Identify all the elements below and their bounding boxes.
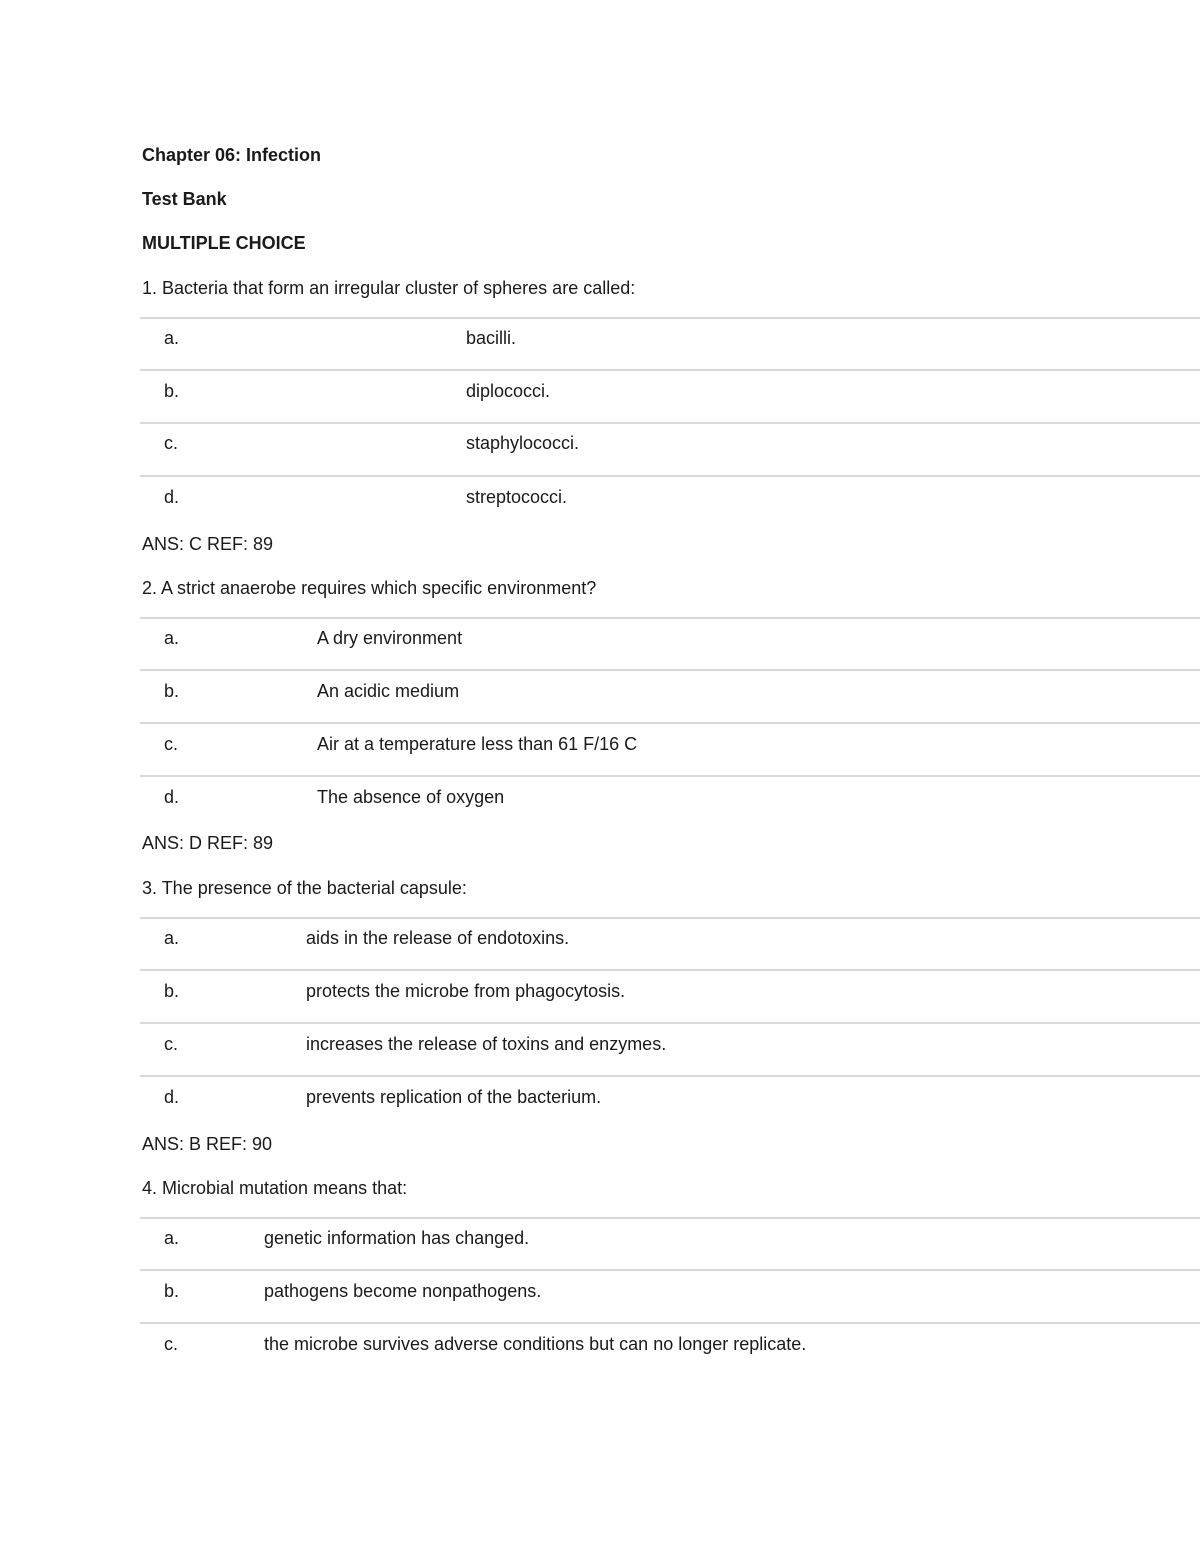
- section-heading: MULTIPLE CHOICE: [142, 233, 306, 253]
- divider: [140, 1217, 1200, 1219]
- q1-option-d-letter: d.: [164, 487, 180, 507]
- q1-option-a-text: bacilli.: [466, 328, 517, 348]
- test-bank-label: Test Bank: [142, 189, 227, 209]
- chapter-title: Chapter 06: Infection: [142, 145, 322, 165]
- divider: [140, 775, 1200, 777]
- divider: [140, 317, 1200, 319]
- q2-option-b-text: An acidic medium: [317, 681, 460, 701]
- q2-option-d-letter: d.: [164, 787, 180, 807]
- q2-option-c-text: Air at a temperature less than 61 F/16 C: [317, 734, 638, 754]
- q2-option-a-text: A dry environment: [317, 628, 463, 648]
- q1-answer: ANS: C REF: 89: [142, 534, 274, 554]
- divider: [140, 1269, 1200, 1271]
- q3-option-a-letter: a.: [164, 928, 180, 948]
- q1-option-a-letter: a.: [164, 328, 180, 348]
- q3-option-a-text: aids in the release of endotoxins.: [306, 928, 570, 948]
- q4-option-a-text: genetic information has changed.: [264, 1228, 530, 1248]
- q1-option-c-letter: c.: [164, 433, 179, 453]
- q1-option-d-text: streptococci.: [466, 487, 568, 507]
- divider: [140, 917, 1200, 919]
- q2-option-d-text: The absence of oxygen: [317, 787, 505, 807]
- divider: [140, 669, 1200, 671]
- divider: [140, 1075, 1200, 1077]
- q3-option-c-text: increases the release of toxins and enzymes.: [306, 1034, 667, 1054]
- q3-option-d-letter: d.: [164, 1087, 180, 1107]
- q4-option-b-letter: b.: [164, 1281, 180, 1301]
- q4-option-c-text: the microbe survives adverse conditions but can no longer replicate.: [264, 1334, 807, 1354]
- q2-answer: ANS: D REF: 89: [142, 833, 274, 853]
- divider: [140, 369, 1200, 371]
- question-1-stem: 1. Bacteria that form an irregular cluster of spheres are called:: [142, 278, 636, 298]
- q1-option-b-letter: b.: [164, 381, 180, 401]
- q2-option-c-letter: c.: [164, 734, 179, 754]
- q1-option-c-text: staphylococci.: [466, 433, 580, 453]
- q4-option-c-letter: c.: [164, 1334, 179, 1354]
- question-2-stem: 2. A strict anaerobe requires which specific environment?: [142, 578, 597, 598]
- q3-option-d-text: prevents replication of the bacterium.: [306, 1087, 602, 1107]
- q1-option-b-text: diplococci.: [466, 381, 551, 401]
- question-4-stem: 4. Microbial mutation means that:: [142, 1178, 408, 1198]
- divider: [140, 1322, 1200, 1324]
- divider: [140, 722, 1200, 724]
- q4-option-a-letter: a.: [164, 1228, 180, 1248]
- divider: [140, 1022, 1200, 1024]
- q2-option-b-letter: b.: [164, 681, 180, 701]
- q3-option-c-letter: c.: [164, 1034, 179, 1054]
- q3-option-b-text: protects the microbe from phagocytosis.: [306, 981, 626, 1001]
- q3-answer: ANS: B REF: 90: [142, 1134, 273, 1154]
- divider: [140, 475, 1200, 477]
- divider: [140, 969, 1200, 971]
- q3-option-b-letter: b.: [164, 981, 180, 1001]
- divider: [140, 617, 1200, 619]
- divider: [140, 422, 1200, 424]
- q4-option-b-text: pathogens become nonpathogens.: [264, 1281, 542, 1301]
- question-3-stem: 3. The presence of the bacterial capsule:: [142, 878, 467, 898]
- q2-option-a-letter: a.: [164, 628, 180, 648]
